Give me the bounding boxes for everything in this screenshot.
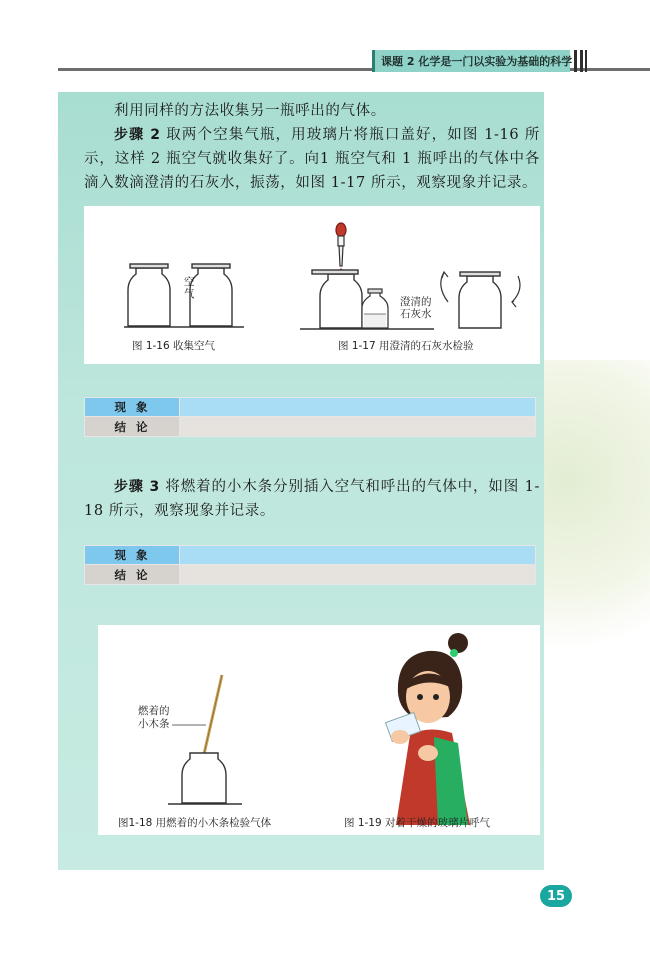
label-air: 空气	[184, 276, 195, 300]
step3-label: 步骤 3	[114, 479, 160, 495]
dropper-icon	[336, 223, 346, 272]
phenomenon-field[interactable]	[179, 398, 535, 416]
conclusion-label: 结论	[85, 417, 179, 436]
step3-text: 将燃着的小木条分别插入空气和呼出的气体中，如图 1-18 所示，观察现象并记录。	[84, 479, 540, 519]
table-row	[84, 545, 536, 565]
experiment-illustration	[98, 625, 540, 835]
conclusion-label: 结论	[85, 565, 179, 584]
step2-paragraph	[84, 123, 540, 195]
caption-fig-1-16: 图 1-16 收集空气	[132, 340, 216, 352]
page-number: 15	[540, 885, 572, 907]
step3-paragraph	[84, 475, 540, 523]
table-row	[84, 565, 536, 585]
phenomenon-label: 现象	[85, 546, 179, 564]
caption-fig-1-17: 图 1-17 用澄清的石灰水检验	[338, 340, 474, 352]
figure-1-16-1-17	[84, 206, 540, 364]
record-table-2	[84, 545, 536, 585]
conclusion-field[interactable]	[179, 565, 535, 584]
label-limewater-2: 石灰水	[400, 308, 432, 320]
record-table-1	[84, 397, 536, 437]
table-row	[84, 397, 536, 417]
caption-fig-1-19: 图 1-19 对着干燥的玻璃片呼气	[344, 817, 491, 829]
label-burning-stick-2: 小木条	[138, 718, 170, 730]
label-burning-stick-1: 燃着的	[138, 705, 170, 717]
step2-label: 步骤 2	[114, 127, 161, 143]
step2-text: 取两个空集气瓶，用玻璃片将瓶口盖好，如图 1-16 所示，这样 2 瓶空气就收集好了。向1 瓶空气和 1 瓶呼出的气体中各滴入数滴澄清的石灰水，振荡，如图 1-17 所示，观察现象并记录。	[84, 127, 540, 191]
jar-icon	[459, 272, 501, 328]
background-decoration	[544, 360, 650, 660]
phenomenon-field[interactable]	[179, 546, 535, 564]
jar-icon	[128, 264, 170, 326]
label-limewater-1: 澄清的	[400, 296, 432, 308]
intro-paragraph	[84, 99, 540, 123]
caption-fig-1-18: 图1-18 用燃着的小木条检验气体	[118, 817, 272, 829]
limewater-bottle-icon	[362, 289, 388, 328]
student-girl-illustration	[385, 633, 470, 825]
jar-icon	[182, 753, 226, 803]
figure-1-18-1-19	[98, 625, 540, 835]
header-stripes-decoration	[572, 50, 642, 72]
jar-icon	[312, 270, 362, 328]
phenomenon-label: 现象	[85, 398, 179, 416]
conclusion-field[interactable]	[179, 417, 535, 436]
chapter-title: 课题 2 化学是一门以实验为基础的科学	[372, 50, 570, 72]
table-row	[84, 417, 536, 437]
intro-line: 利用同样的方法收集另一瓶呼出的气体。	[114, 103, 386, 119]
